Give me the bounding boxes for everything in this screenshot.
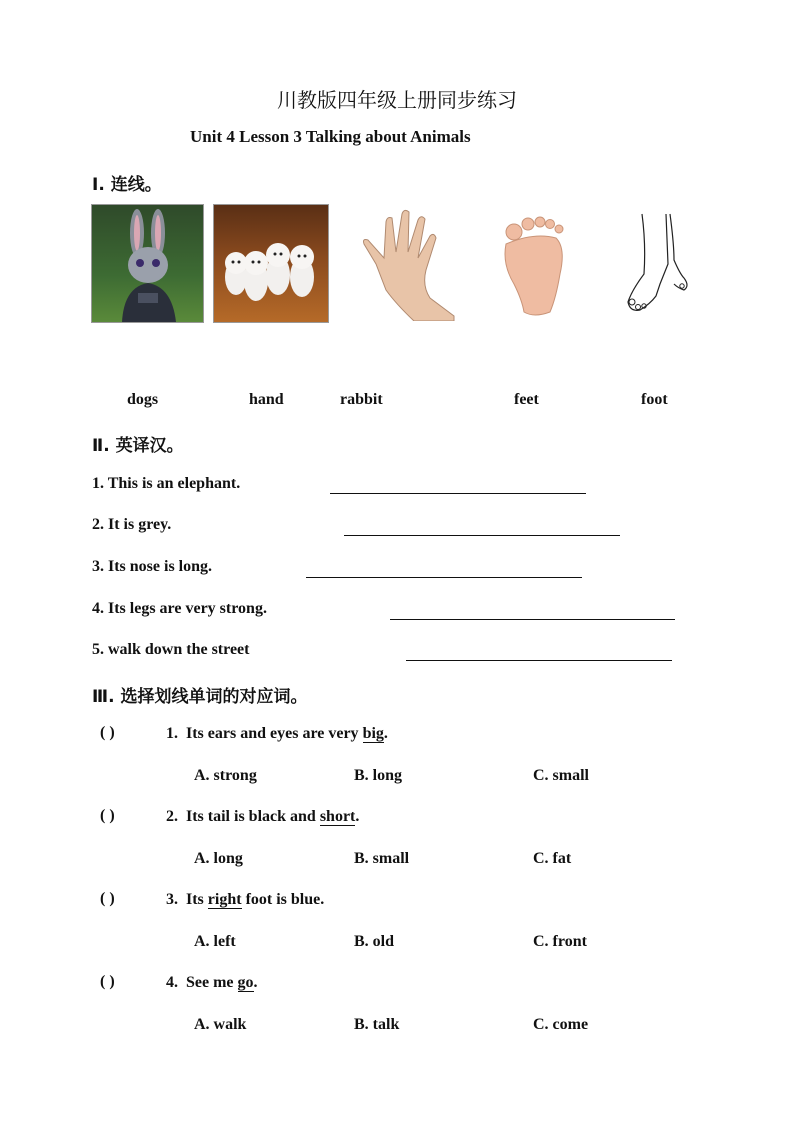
foot-line-icon (624, 204, 694, 321)
question-text-end: foot is blue. (241, 891, 325, 908)
option-b: B. talk (354, 1016, 400, 1033)
underlined-word: big (362, 725, 384, 742)
question-number: 1. (166, 725, 178, 742)
question-number: 3. (166, 891, 178, 908)
option-a: A. walk (194, 1016, 247, 1033)
answer-line-3[interactable] (306, 577, 582, 578)
section-2-heading: Ⅱ. 英译汉。 (92, 436, 184, 456)
translate-item-2: 2. It is grey. (92, 516, 172, 533)
question-number: 2. (166, 808, 178, 825)
feet-picture (494, 204, 576, 321)
answer-line-2[interactable] (344, 535, 620, 536)
question-text: See me (186, 974, 238, 991)
option-c: C. small (533, 767, 589, 784)
question-text: Its ears and eyes are very (186, 725, 363, 742)
translate-item-4: 4. Its legs are very strong. (92, 600, 267, 617)
option-b: B. small (354, 850, 410, 867)
rabbit-picture (91, 204, 204, 323)
dogs-icon (214, 205, 328, 322)
option-c: C. fat (533, 850, 572, 867)
question-text: Its (186, 891, 208, 908)
answer-paren-3[interactable]: ( ) (100, 890, 115, 907)
question-3 (166, 891, 324, 909)
page-title: 川教版四年级上册同步练习 (277, 88, 517, 112)
question-text-end: . (383, 725, 388, 742)
match-word-rabbit: rabbit (340, 391, 383, 408)
option-a: A. strong (194, 767, 257, 784)
section-3-heading: Ⅲ. 选择划线单词的对应词。 (92, 687, 308, 707)
question-4 (166, 974, 258, 992)
question-text-end: . (253, 974, 258, 991)
underlined-word: right (207, 891, 242, 908)
answer-line-1[interactable] (330, 493, 586, 494)
dogs-picture (213, 204, 329, 323)
answer-line-4[interactable] (390, 619, 675, 620)
answer-paren-2[interactable]: ( ) (100, 807, 115, 824)
underlined-word: short (319, 808, 356, 825)
option-c: C. come (533, 1016, 589, 1033)
rabbit-icon (92, 205, 203, 322)
question-text: Its tail is black and (186, 808, 320, 825)
option-b: B. old (354, 933, 395, 950)
answer-paren-4[interactable]: ( ) (100, 973, 115, 990)
match-word-feet: feet (514, 391, 539, 408)
question-text-end: . (355, 808, 360, 825)
foot-picture (624, 204, 694, 321)
answer-paren-1[interactable]: ( ) (100, 724, 115, 741)
option-a: A. long (194, 850, 243, 867)
section-1-heading: Ⅰ. 连线。 (92, 175, 162, 195)
hand-icon (356, 204, 456, 321)
underlined-word: go (237, 974, 254, 991)
answer-line-5[interactable] (406, 660, 672, 661)
match-word-dogs: dogs (127, 391, 159, 408)
translate-item-3: 3. Its nose is long. (92, 558, 213, 575)
option-b: B. long (354, 767, 403, 784)
translate-item-1: 1. This is an elephant. (92, 475, 241, 492)
question-number: 4. (166, 974, 178, 991)
match-word-foot: foot (641, 391, 668, 408)
option-a: A. left (194, 933, 236, 950)
match-word-hand: hand (249, 391, 284, 408)
foot-sole-icon (494, 204, 576, 321)
question-1 (166, 725, 388, 743)
translate-item-5: 5. walk down the street (92, 641, 250, 658)
question-2 (166, 808, 359, 826)
lesson-subtitle: Unit 4 Lesson 3 Talking about Animals (190, 127, 471, 146)
hand-picture (356, 204, 456, 321)
option-c: C. front (533, 933, 587, 950)
